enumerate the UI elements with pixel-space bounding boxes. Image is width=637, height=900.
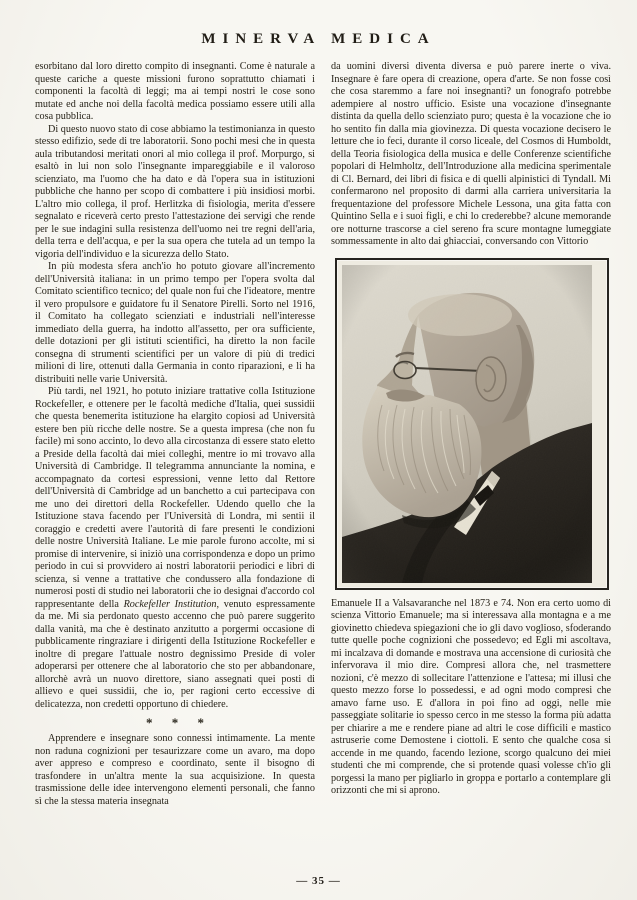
- italic-term: Rockefeller Institution: [123, 598, 217, 610]
- page-number: — 35 —: [296, 875, 341, 887]
- paragraph: [35, 386, 315, 711]
- right-column: [331, 61, 611, 808]
- paragraph: Emanuele II a Valsavaranche nel 1873 e 74. Non era certo uomo di scienza Vittorio Emanuele; ma si interessava alla montagna e a me giovinetto chiedeva spiegazioni che io gli davo voglioso, sfoderando tutte quelle poche cognizioni che possedevo; ed Egli mi ascoltava, mi incalzava di domande e mostrava una accensione di curiosità che infervorava il mio dire. Compresi allora che, nel trasmettere nozioni, c'è mezzo di sollecitare l'attenzione e l'attesa; mi illusi che questo mezzo forse lo possedessi, e ad ogni modo compresi che amavo farne uso. E d'allora in poi fino ad oggi, nelle mie passeggiate solitarie io spesso cerco in me stesso la forma più adatta per chiarire a me e rendere piane ad altri le cose difficili e mastico astruserie come Demostene i ciottoli. E sento che qualche cosa si accende in me quando, facendo lezione, scorgo qualcuno dei miei studenti che mi comprende, che si protende quasi volesse ch'io gli porgessi la mano per pigliarlo in groppa e portarlo a contemplare gli orizzonti che mi si aprono.: [331, 597, 611, 796]
- page-title: MINERVA MEDICA: [201, 31, 436, 47]
- left-column: [35, 61, 315, 808]
- paragraph: da uomini diversi diventa diversa e può parere inerte o viva. Insegnare è fare opera di creazione, opera d'arte. Se non fosse così che cosa staremmo a fare noi insegnanti? un fonografo potrebbe adempiere al nostro ufficio. Esiste una vocazione d'insegnante distinta da quella dello scienziato puro; questa è la vocazione che io ho sentito fin dalla mia giovinezza. Di questa vocazione decisero le letture che io feci, durante il corso liceale, del Cosmos di Humboldt, della Teoria fisiologica della musica e delle Conferenze scientifiche popolari di Helmholtz, dell'Introduzione alla medicina sperimentale di Cl. Bernard, dei libri di fisica e di quelli alpinistici di Tyndall. Mi confermarono nel proposito di darmi alla carriera universitaria la frequentazione del professore Michele Lessona, una gita fatta con Quintino Sella e i suoi figli, e chi lo crederebbe? alcune memorande ore notturne trascorse a ciel sereno fra scure montagne lumeggiate sommessamente in alto dai ghiacciai, conversando con Vittorio: [331, 61, 611, 247]
- paragraph: In più modesta sfera anch'io ho potuto giovare all'incremento dell'Università italiana: in un primo tempo per l'opera svolta dal Comitato scientifico tecnico; del quale non fui che l'ideatore, mentre il vero propulsore e guidatore fu il Senatore Pirelli. Sorto nel 1916, il Comitato ha collegato scienziati e industriali nell'interesse immediato della guerra, ha indotto all'assetto, per ora sufficiente, delle dotazioni per gli istituti scientifici, ha diretto la non facile consegna di strumenti scientifici per un valore di più di tredici milioni di lire, ottenuti dalla Germania in conto riparazioni, e li ha distribuiti nelle varie Università.: [35, 261, 315, 385]
- paragraph: esorbitano dal loro diretto compito di insegnanti. Come è naturale a queste cariche a queste missioni furono soprattutto chiamati i componenti la facoltà di leggi; ma ai tempi nostri le cose sono mutate ed anche noi della facoltà medica possiamo essere utili alla cosa pubblica.: [35, 61, 315, 122]
- two-column-text-block: [0, 48, 637, 808]
- paragraph: Apprendere e insegnare sono connessi intimamente. La mente non raduna cognizioni per tesaurizzare come un avaro, ma dopo aver appreso e compreso e coordinato, sente il bisogno di trasfondere in un'altra mente la sua acquisizione. In questa trasmissione delle idee intervengono elementi personali, che fanno sì che la stessa materia insegnata: [35, 733, 315, 807]
- section-separator: * * *: [146, 715, 212, 730]
- elderly-man-profile-portrait-photo: [342, 265, 592, 583]
- bleed-through-artifact: [0, 6, 637, 22]
- paragraph: Di questo nuovo stato di cose abbiamo la testimonianza in questo stesso edifizio, sede di tre laboratorii. Sono pochi mesi che in questa aula tributandosi meritati onori al mio collega il prof. Morpurgo, si esaltò in lui non solo l'insegnante impareggiabile e il valoroso scienziato, ma l'uomo che ha dato e dà l'opera sua in istituzioni pubbliche che hanno per scopo di combattere i più insidiosi morbi. L'altro mio collega, il prof. Herlitzka di fisiologia, merita d'essere segnalato e riceverà certo presto l'attestazione dei servigi che rende per le sue indagini sulla resistenza dell'uomo nei tre regni dell'aria, della terra e dell'acqua, e per la sua opera che tutela ad un tempo la vigoria dell'individuo e la sicurezza dello Stato.: [35, 123, 315, 260]
- paragraph-text: , venuto espressamente da me. Mi sia perdonato questo accenno che può parere suggerito dalla vanità, ma che è destinato anzitutto a porgermi occasione di pubblicamente ringraziare i dirigenti della Istituzione Rockefeller e inoltre di pregare l'attuale nostro degnissimo Preside di voler adoperarsi per ottenere che al laboratorio che sto per abbandonare, allorchè avrà un nuovo direttore, siano assegnati quei posti di allievo e quei sussidii, che io, per ragioni certo eccessive di delicatezza, non credetti opportuno di chiedere.: [35, 598, 315, 710]
- portrait-photo-frame: [335, 258, 609, 590]
- paragraph-text: Più tardi, nel 1921, ho potuto iniziare trattative colla Istituzione Rockefeller, e ottenere per le facoltà mediche d'Italia, quei sussidii che questa benemerita istituzione ha elargito copiosi ad Università estere ben più ricche delle nostre. Se a questa impresa (che non fu facile) mi sono accinto, lo devo alla circostanza di essere stato eletto a Preside della facoltà dai miei colleghi, mentre io mi trovavo alla Università di Cambridge. Il telegramma annunciante la nomina, e accompagnato da cortesi espressioni, venne letto dal Rettore dell'Università di Cambridge ad un banchetto a cui partecipava con me uno dei direttori della Rockefeller. Udendo quello che la Istituzione stava facendo per l'Università di Londra, mi sentii il coraggio e credetti avere l'autorità di fare presenti le condizioni delle nostre Università Italiane. Le mie parole furono accolte, mi si promise di intervenire, si iniziò una corrispondenza e dopo un primo periodo in cui si provvidero ai nostri laboratorii periodici e libri di scienza, si venne a trattative che condussero alla fondazione di numerosi posti di studio nei laboratorii che io designai d'accordo col rappresentante della: [35, 386, 315, 610]
